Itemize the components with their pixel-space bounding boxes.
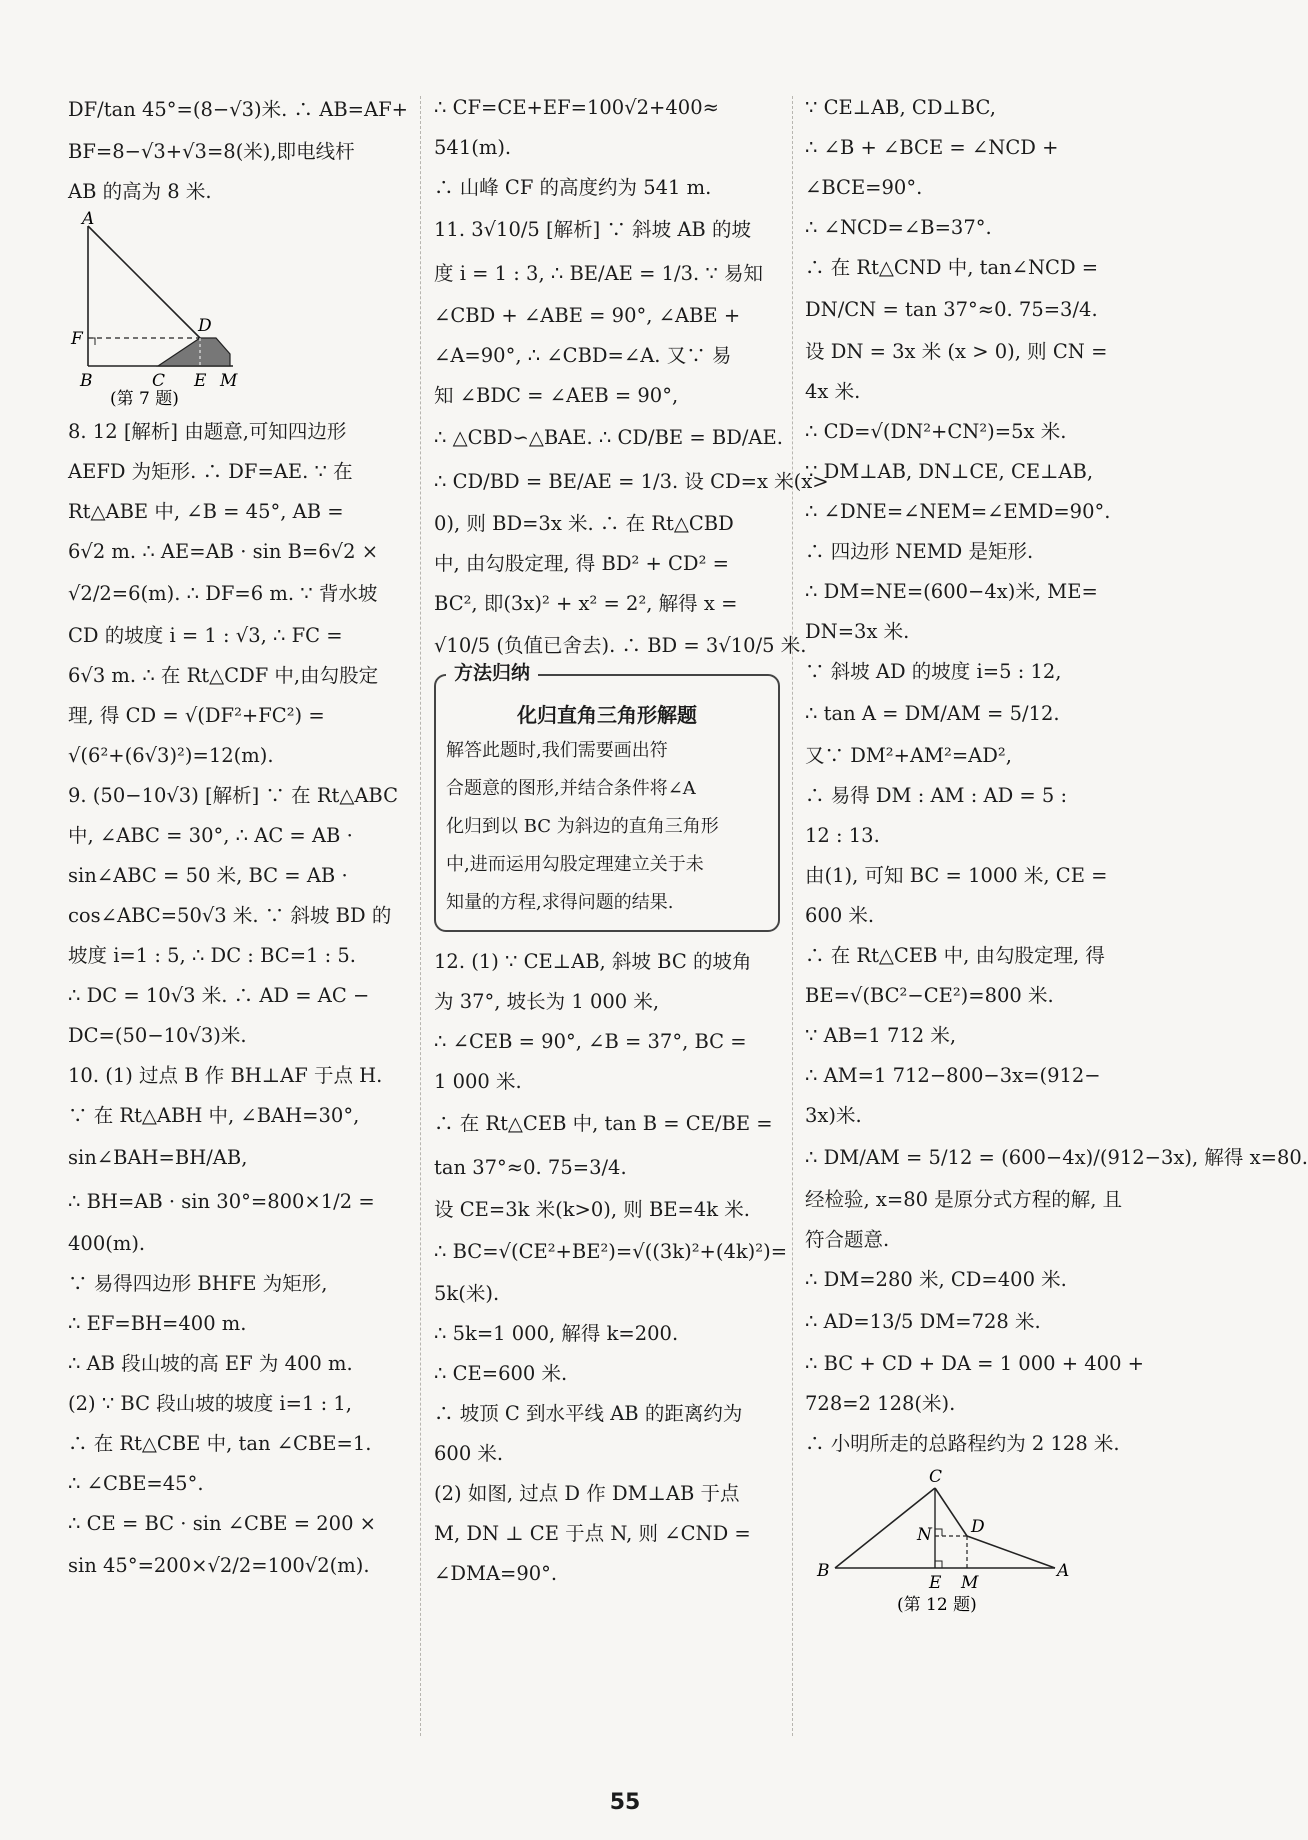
text-line: 400(m). <box>68 1232 146 1255</box>
text-line: 坡度 i=1 : 5, ∴ DC : BC=1 : 5. <box>68 944 357 967</box>
method-title: 化归直角三角形解题 <box>517 703 697 727</box>
method-tag: 方法归纳 <box>446 658 538 688</box>
text-line: ∴ BC=√(CE²+BE²)=√((3k)²+(4k)²)= <box>434 1240 788 1263</box>
text-line: ∴ 易得 DM : AM : AD = 5 : <box>805 784 1068 807</box>
text-line: 中, ∠ABC = 30°, ∴ AC = AB · <box>68 824 353 847</box>
text-line: 8. 12 [解析] 由题意,可知四边形 <box>68 420 347 443</box>
text-line: BC², 即(3x)² + x² = 2², 解得 x = <box>434 592 738 615</box>
figure-12-label-e: E <box>929 1573 942 1593</box>
figure-12-label-n: N <box>917 1525 932 1545</box>
text-line: 600 米. <box>805 904 875 927</box>
text-line: Rt△ABE 中, ∠B = 45°, AB = <box>68 500 344 523</box>
text-line: ∴ 在 Rt△CBE 中, tan ∠CBE=1. <box>68 1432 372 1455</box>
text-line: ∴ CD=√(DN²+CN²)=5x 米. <box>805 420 1067 443</box>
text-line: DN=3x 米. <box>805 620 910 643</box>
text-line: ∴ 在 Rt△CEB 中, tan B = CE/BE = <box>434 1112 773 1135</box>
figure-7-label-a: A <box>82 209 95 229</box>
text-line: ∵ CE⊥AB, CD⊥BC, <box>805 96 996 119</box>
method-summary-box <box>434 662 780 932</box>
figure-7-label-d: D <box>198 316 212 336</box>
text-line: CD 的坡度 i = 1 : √3, ∴ FC = <box>68 624 343 647</box>
column-divider-right <box>792 96 793 1736</box>
figure-12-label-c: C <box>929 1467 943 1487</box>
text-line: AEFD 为矩形. ∴ DF=AE. ∵ 在 <box>68 460 353 483</box>
text-line: ∴ BC + CD + DA = 1 000 + 400 + <box>805 1352 1145 1375</box>
text-line: DN/CN = tan 37°≈0. 75=3/4. <box>805 298 1098 321</box>
text-line: 5k(米). <box>434 1282 500 1305</box>
text-line: 为 37°, 坡长为 1 000 米, <box>434 990 660 1013</box>
text-line: 0), 则 BD=3x 米. ∴ 在 Rt△CBD <box>434 512 734 535</box>
text-line: ∴ DM=280 米, CD=400 米. <box>805 1268 1067 1291</box>
text-line: ∵ DM⊥AB, DN⊥CE, CE⊥AB, <box>805 460 1094 483</box>
text-line: cos∠ABC=50√3 米. ∵ 斜坡 BD 的 <box>68 904 392 927</box>
page-number: 55 <box>609 1790 641 1815</box>
text-line: ∴ 四边形 NEMD 是矩形. <box>805 540 1034 563</box>
text-line: ∠BCE=90°. <box>805 176 923 199</box>
text-line: ∴ ∠CBE=45°. <box>68 1472 204 1495</box>
text-line: ∴ 在 Rt△CND 中, tan∠NCD = <box>805 256 1099 279</box>
text-line: 由(1), 可知 BC = 1000 米, CE = <box>805 864 1108 887</box>
text-line: DF/tan 45°=(8−√3)米. ∴ AB=AF+ <box>68 98 408 121</box>
text-line: 4x 米. <box>805 380 861 403</box>
text-line: 9. (50−10√3) [解析] ∵ 在 Rt△ABC <box>68 784 399 807</box>
figure-12 <box>805 1468 1075 1618</box>
text-line: ∴ 小明所走的总路程约为 2 128 米. <box>805 1432 1120 1455</box>
text-line: ∴ △CBD∽△BAE. ∴ CD/BE = BD/AE. <box>434 426 783 449</box>
text-line: M, DN ⊥ CE 于点 N, 则 ∠CND = <box>434 1522 751 1545</box>
text-line: 728=2 128(米). <box>805 1392 956 1415</box>
text-line: ∵ 在 Rt△ABH 中, ∠BAH=30°, <box>68 1104 360 1127</box>
text-line: 又∵ DM²+AM²=AD², <box>805 744 1012 767</box>
figure-12-label-a: A <box>1057 1561 1070 1581</box>
text-line: AB 的高为 8 米. <box>68 180 212 203</box>
text-line: 1 000 米. <box>434 1070 522 1093</box>
text-line: ∵ 易得四边形 BHFE 为矩形, <box>68 1272 328 1295</box>
text-line: 600 米. <box>434 1442 504 1465</box>
text-line: ∴ ∠NCD=∠B=37°. <box>805 216 992 239</box>
text-line: 符合题意. <box>805 1228 890 1251</box>
text-line: 度 i = 1 : 3, ∴ BE/AE = 1/3. ∵ 易知 <box>434 262 764 285</box>
text-line: tan 37°≈0. 75=3/4. <box>434 1156 627 1179</box>
text-line: ∴ ∠B + ∠BCE = ∠NCD + <box>805 136 1059 159</box>
text-line: 设 CE=3k 米(k>0), 则 BE=4k 米. <box>434 1198 751 1221</box>
text-line: ∴ AM=1 712−800−3x=(912− <box>805 1064 1101 1087</box>
figure-12-label-b: B <box>817 1561 830 1581</box>
text-line: 知 ∠BDC = ∠AEB = 90°, <box>434 384 679 407</box>
text-line: ∴ CE=600 米. <box>434 1362 568 1385</box>
text-line: ∴ AB 段山坡的高 EF 为 400 m. <box>68 1352 353 1375</box>
text-line: 541(m). <box>434 136 512 159</box>
text-line: ∴ DM=NE=(600−4x)米, ME= <box>805 580 1098 603</box>
text-line: ∴ CE = BC · sin ∠CBE = 200 × <box>68 1512 377 1535</box>
method-line: 解答此题时,我们需要画出符 <box>446 740 668 761</box>
figure-7-label-e: E <box>194 371 207 391</box>
figure-7-caption: (第 7 题) <box>110 389 179 409</box>
text-line: ∴ DC = 10√3 米. ∴ AD = AC − <box>68 984 370 1007</box>
text-line: 设 DN = 3x 米 (x > 0), 则 CN = <box>805 340 1108 363</box>
text-line: sin 45°=200×√2/2=100√2(m). <box>68 1554 370 1577</box>
text-line: sin∠BAH=BH/AB, <box>68 1146 248 1169</box>
text-line: 理, 得 CD = √(DF²+FC²) = <box>68 704 325 727</box>
figure-12-label-d: D <box>971 1517 985 1537</box>
text-line: ∴ tan A = DM/AM = 5/12. <box>805 702 1060 725</box>
figure-7-label-m: M <box>220 371 238 391</box>
text-line: ∴ 在 Rt△CEB 中, 由勾股定理, 得 <box>805 944 1105 967</box>
text-line: 6√3 m. ∴ 在 Rt△CDF 中,由勾股定 <box>68 664 379 687</box>
text-line: 中, 由勾股定理, 得 BD² + CD² = <box>434 552 729 575</box>
text-line: 6√2 m. ∴ AE=AB · sin B=6√2 × <box>68 540 379 563</box>
text-line: 10. (1) 过点 B 作 BH⊥AF 于点 H. <box>68 1064 383 1087</box>
figure-7-label-f: F <box>71 329 83 349</box>
text-line: √10/5 (负值已舍去). ∴ BD = 3√10/5 米. <box>434 634 807 657</box>
text-line: 12 : 13. <box>805 824 880 847</box>
column-3 <box>805 88 1308 1624</box>
figure-7 <box>68 209 308 409</box>
text-line: ∠DMA=90°. <box>434 1562 558 1585</box>
figure-7-label-c: C <box>152 371 166 391</box>
text-line: (2) ∵ BC 段山坡的坡度 i=1 : 1, <box>68 1392 352 1415</box>
text-line: (2) 如图, 过点 D 作 DM⊥AB 于点 <box>434 1482 740 1505</box>
column-2 <box>434 88 829 1594</box>
text-line: ∴ 坡顶 C 到水平线 AB 的距离约为 <box>434 1402 743 1425</box>
text-line: ∴ ∠CEB = 90°, ∠B = 37°, BC = <box>434 1030 747 1053</box>
text-line: sin∠ABC = 50 米, BC = AB · <box>68 864 348 887</box>
text-line: ∴ EF=BH=400 m. <box>68 1312 247 1335</box>
text-line: ∴ BH=AB · sin 30°=800×1/2 = <box>68 1190 375 1213</box>
figure-12-caption: (第 12 题) <box>897 1595 977 1615</box>
text-line: ∴ DM/AM = 5/12 = (600−4x)/(912−3x), 解得 x=80. <box>805 1146 1308 1169</box>
text-line: ∴ CF=CE+EF=100√2+400≈ <box>434 96 719 119</box>
method-line: 合题意的图形,并结合条件将∠A <box>446 778 696 799</box>
text-line: ∴ 山峰 CF 的高度约为 541 m. <box>434 176 712 199</box>
method-line: 化归到以 BC 为斜边的直角三角形 <box>446 816 719 837</box>
text-line: ∠CBD + ∠ABE = 90°, ∠ABE + <box>434 304 741 327</box>
text-line: ∴ CD/BD = BE/AE = 1/3. 设 CD=x 米(x> <box>434 470 829 493</box>
column-1 <box>68 88 408 1588</box>
text-line: ∠A=90°, ∴ ∠CBD=∠A. 又∵ 易 <box>434 344 732 367</box>
column-divider-left <box>420 96 421 1736</box>
text-line: 经检验, x=80 是原分式方程的解, 且 <box>805 1188 1123 1211</box>
text-line: DC=(50−10√3)米. <box>68 1024 247 1047</box>
text-line: BE=√(BC²−CE²)=800 米. <box>805 984 1054 1007</box>
text-line: ∴ AD=13/5 DM=728 米. <box>805 1310 1041 1333</box>
text-line: 3x)米. <box>805 1104 862 1127</box>
figure-7-label-b: B <box>80 371 93 391</box>
text-line: ∴ ∠DNE=∠NEM=∠EMD=90°. <box>805 500 1111 523</box>
text-line: BF=8−√3+√3=8(米),即电线杆 <box>68 140 355 163</box>
text-line: √2/2=6(m). ∴ DF=6 m. ∵ 背水坡 <box>68 582 378 605</box>
text-line: ∵ 斜坡 AD 的坡度 i=5 : 12, <box>805 660 1062 683</box>
method-line: 中,进而运用勾股定理建立关于未 <box>446 854 704 875</box>
text-line: ∵ AB=1 712 米, <box>805 1024 957 1047</box>
method-line: 知量的方程,求得问题的结果. <box>446 892 674 913</box>
text-line: √(6²+(6√3)²)=12(m). <box>68 744 274 767</box>
text-line: 12. (1) ∵ CE⊥AB, 斜坡 BC 的坡角 <box>434 950 752 973</box>
text-line: 11. 3√10/5 [解析] ∵ 斜坡 AB 的坡 <box>434 218 751 241</box>
figure-12-label-m: M <box>961 1573 979 1593</box>
text-line: ∴ 5k=1 000, 解得 k=200. <box>434 1322 679 1345</box>
